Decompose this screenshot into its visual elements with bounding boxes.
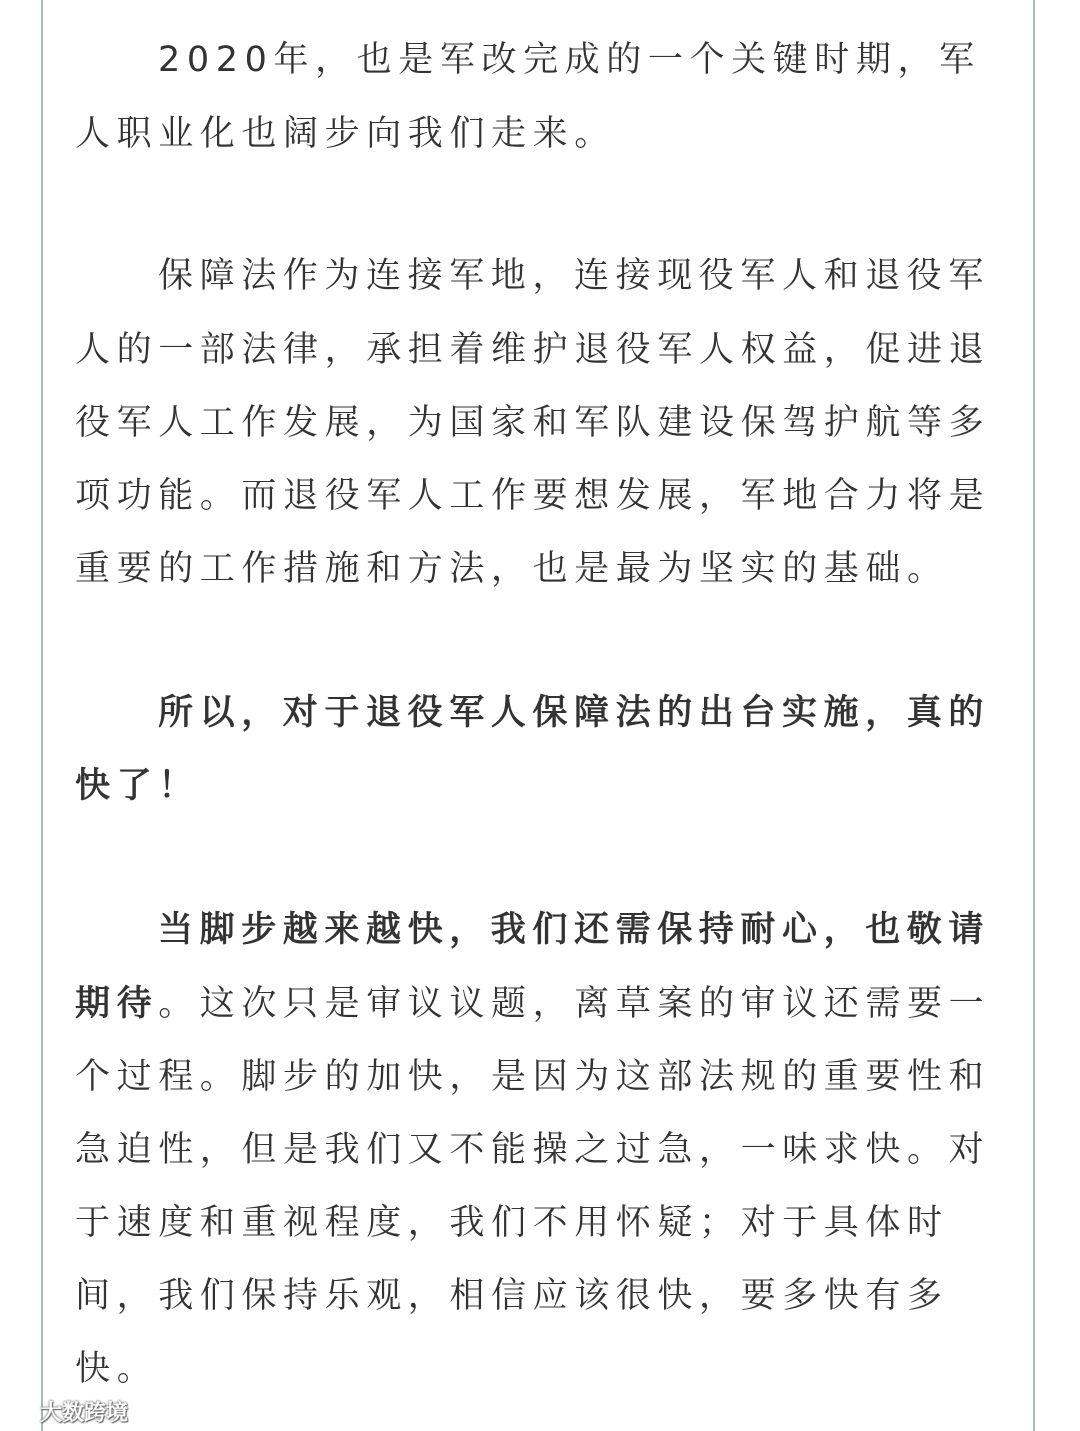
paragraph-2-line-5: 重要的工作措施和方法，也是最为坚实的基础。	[75, 549, 949, 589]
paragraph-4-line-1: 当脚步越来越快，我们还需保持耐心，也敬请	[158, 910, 991, 950]
paragraph-3-line-2: 快了！	[75, 766, 200, 806]
paragraph-1-line-2: 人职业化也阔步向我们走来。	[75, 114, 616, 154]
watermark-text: 大数跨境	[40, 1400, 129, 1426]
paragraph-4-line-7: 快。	[75, 1349, 159, 1389]
paragraph-4-line-4: 急迫性，但是我们又不能操之过急，一味求快。对	[75, 1130, 991, 1170]
paragraph-4-line-5: 于速度和重视程度，我们不用怀疑；对于具体时	[75, 1203, 949, 1243]
wechat-logo-icon	[10, 1399, 34, 1423]
paragraph-1-line-1: 2020年，也是军改完成的一个关键时期，军	[158, 40, 981, 80]
paragraph-2-line-1: 保障法作为连接军地，连接现役军人和退役军	[158, 256, 991, 296]
paragraph-3-line-1: 所以，对于退役军人保障法的出台实施，真的	[158, 693, 991, 733]
paragraph-4-bold-text: 期待	[75, 984, 159, 1024]
paragraph-4-line-6: 间，我们保持乐观，相信应该很快，要多快有多	[75, 1276, 949, 1316]
watermark	[10, 1393, 128, 1429]
paragraph-2-line-4: 项功能。而退役军人工作要想发展，军地合力将是	[75, 476, 991, 516]
paragraph-2-line-2: 人的一部法律，承担着维护退役军人权益，促进退	[75, 330, 991, 370]
paragraph-4-line-2	[75, 967, 990, 1041]
paragraph-2-line-3: 役军人工作发展，为国家和军队建设保驾护航等多	[75, 403, 991, 443]
paragraph-4-line-2-rest: 。这次只是审议议题，离草案的审议还需要一	[158, 984, 991, 1024]
paragraph-4-line-3: 个过程。脚步的加快，是因为这部法规的重要性和	[75, 1057, 991, 1097]
